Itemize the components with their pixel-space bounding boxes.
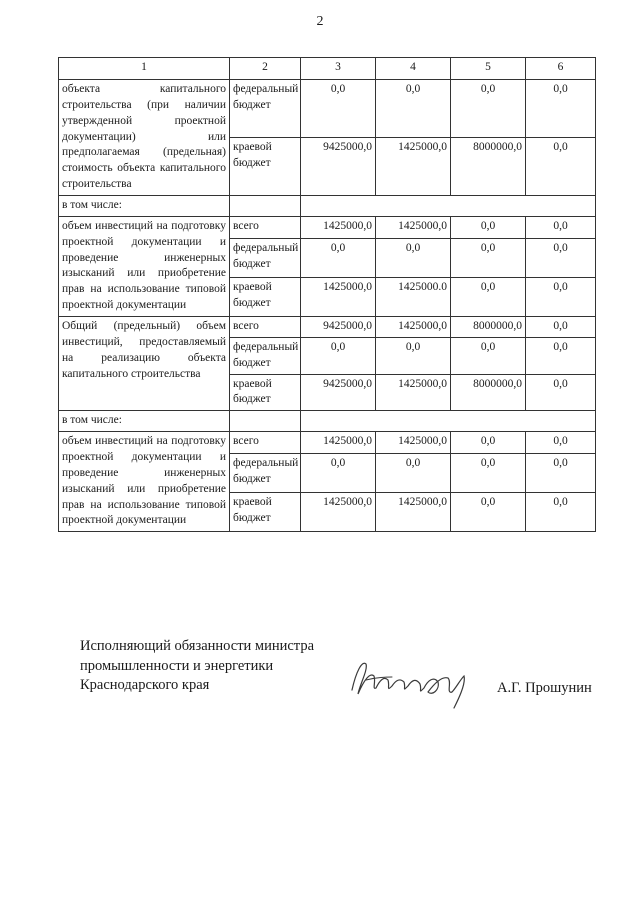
value-cell: 0,0 — [301, 337, 376, 374]
column-header: 6 — [526, 58, 596, 80]
value-cell: 0,0 — [526, 454, 596, 493]
value-cell: 0,0 — [376, 454, 451, 493]
value-cell: 1425000,0 — [376, 374, 451, 411]
value-cell: 0,0 — [526, 216, 596, 238]
value-cell: 0,0 — [526, 317, 596, 338]
value-cell: 0,0 — [301, 80, 376, 138]
value-cell: 1425000,0 — [376, 216, 451, 238]
subheading-cell: в том числе: — [59, 411, 230, 432]
funding-source: всего — [230, 216, 301, 238]
value-cell: 9425000,0 — [301, 374, 376, 411]
value-cell: 1425000.0 — [376, 278, 451, 317]
empty-cell — [230, 411, 301, 432]
value-cell: 1425000,0 — [301, 493, 376, 532]
value-cell: 0,0 — [526, 493, 596, 532]
value-cell: 1425000,0 — [376, 317, 451, 338]
page-number: 2 — [316, 14, 324, 29]
value-cell: 0,0 — [376, 239, 451, 278]
table-row-subheading — [59, 411, 596, 432]
indicator-description: объем инвестиций на подготовку проектной документации и проведение инженерных изысканий или приобретение прав на использование типовой проектной документации — [59, 432, 230, 532]
value-cell: 0,0 — [451, 216, 526, 238]
indicator-description: Общий (предельный) объем инвестиций, предоставляемый на реализацию объекта капитального строительства — [59, 317, 230, 411]
empty-cell — [230, 196, 301, 217]
funding-source: краевой бюджет — [230, 493, 301, 532]
value-cell: 1425000,0 — [376, 138, 451, 196]
table-body — [59, 80, 596, 532]
value-cell: 9425000,0 — [301, 317, 376, 338]
value-cell: 0,0 — [526, 337, 596, 374]
column-header: 4 — [376, 58, 451, 80]
handwritten-signature — [348, 650, 478, 710]
funding-source: федеральный бюджет — [230, 80, 301, 138]
funding-source: федеральный бюджет — [230, 454, 301, 493]
indicator-description: объем инвестиций на подготовку проектной документации и проведение инженерных изысканий или приобретение прав на использование типовой проектной документации — [59, 216, 230, 316]
value-cell: 8000000,0 — [451, 317, 526, 338]
value-cell: 0,0 — [526, 80, 596, 138]
value-cell: 0,0 — [451, 337, 526, 374]
column-header: 3 — [301, 58, 376, 80]
value-cell: 0,0 — [451, 493, 526, 532]
table-row-subheading — [59, 196, 596, 217]
value-cell: 1425000,0 — [301, 278, 376, 317]
value-cell: 0,0 — [451, 239, 526, 278]
column-header: 2 — [230, 58, 301, 80]
value-cell: 9425000,0 — [301, 138, 376, 196]
funding-source: всего — [230, 317, 301, 338]
funding-source: краевой бюджет — [230, 138, 301, 196]
column-header: 1 — [59, 58, 230, 80]
funding-source: всего — [230, 432, 301, 454]
value-cell: 0,0 — [526, 138, 596, 196]
value-cell: 8000000,0 — [451, 138, 526, 196]
signatory-title — [80, 637, 314, 696]
empty-cell — [301, 196, 596, 217]
value-cell: 0,0 — [451, 278, 526, 317]
signatory-name: А.Г. Прошунин — [497, 680, 592, 696]
column-header: 5 — [451, 58, 526, 80]
table-row — [59, 432, 596, 454]
value-cell: 0,0 — [376, 337, 451, 374]
value-cell: 0,0 — [526, 432, 596, 454]
value-cell: 0,0 — [526, 374, 596, 411]
value-cell: 0,0 — [451, 454, 526, 493]
indicator-description: объекта капитального строительства (при наличии утвержденной проектной документации) или предполагаемая (предельная) стоимость объекта капитального строительства — [59, 80, 230, 196]
value-cell: 1425000,0 — [376, 493, 451, 532]
value-cell: 0,0 — [451, 432, 526, 454]
signatory-title-line: Исполняющий обязанности министра — [80, 638, 315, 654]
funding-source: краевой бюджет — [230, 374, 301, 411]
table-row — [59, 317, 596, 338]
empty-cell — [301, 411, 596, 432]
signatory-title-line: промышленности и энергетики — [80, 657, 274, 674]
investment-table — [58, 57, 596, 532]
value-cell: 0,0 — [526, 239, 596, 278]
funding-source: федеральный бюджет — [230, 239, 301, 278]
value-cell: 0,0 — [301, 239, 376, 278]
value-cell: 1425000,0 — [301, 432, 376, 454]
table-row — [59, 216, 596, 238]
table-row — [59, 80, 596, 138]
value-cell: 1425000,0 — [376, 432, 451, 454]
value-cell: 0,0 — [451, 80, 526, 138]
value-cell: 1425000,0 — [301, 216, 376, 238]
value-cell: 0,0 — [526, 278, 596, 317]
value-cell: 0,0 — [301, 454, 376, 493]
value-cell: 0,0 — [376, 80, 451, 138]
subheading-cell: в том числе: — [59, 196, 230, 217]
funding-source: краевой бюджет — [230, 278, 301, 317]
funding-source: федеральный бюджет — [230, 337, 301, 374]
signatory-title-line: Краснодарского края — [80, 677, 210, 694]
table-header-row — [59, 58, 596, 80]
value-cell: 8000000,0 — [451, 374, 526, 411]
